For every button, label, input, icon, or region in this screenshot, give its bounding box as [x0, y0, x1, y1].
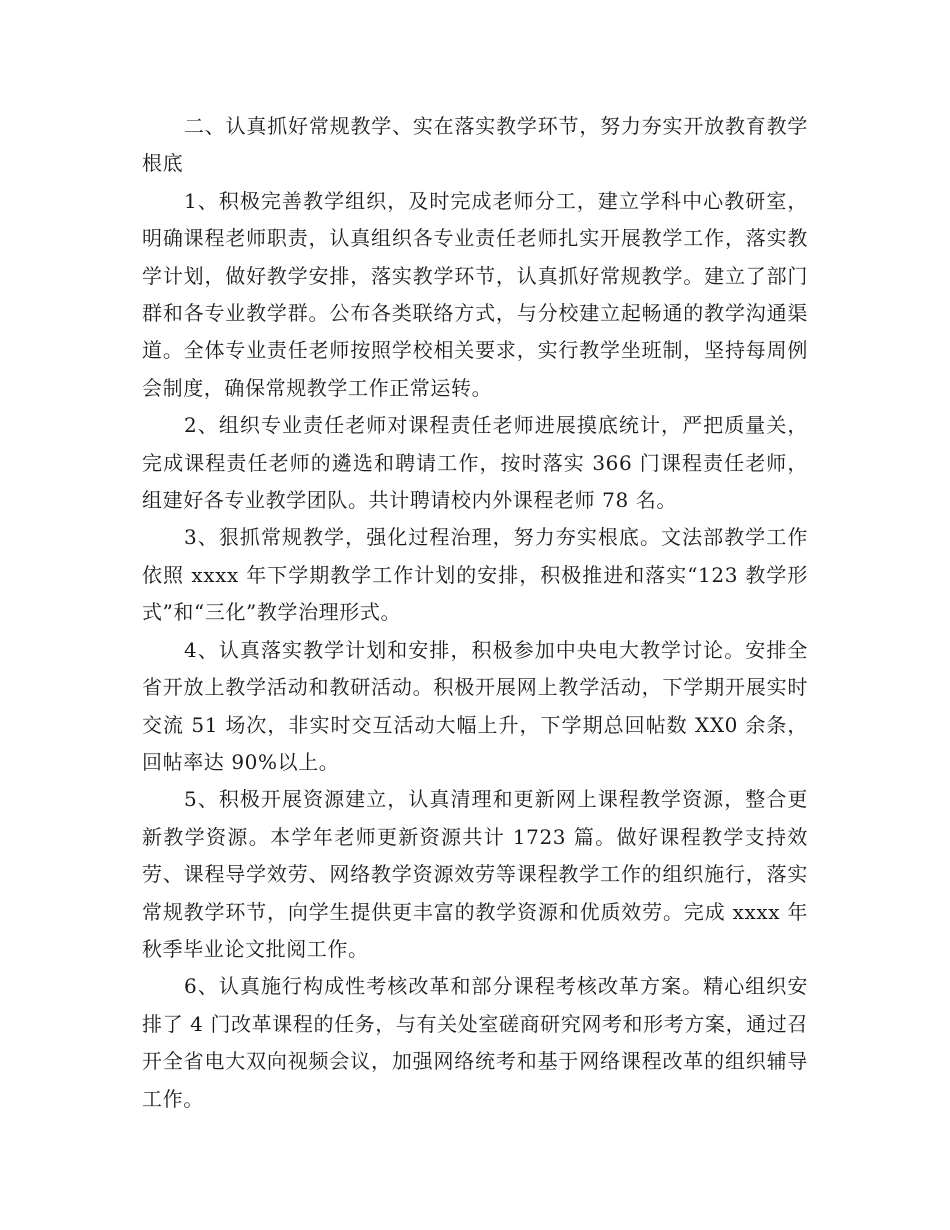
- section-heading: 二、认真抓好常规教学、实在落实教学环节，努力夯实开放教育教学根底: [142, 114, 808, 176]
- paragraph-item-6: 6、认真施行构成性考核改革和部分课程考核改革方案。精心组织安排了 4 门改革课程的任务，与有关处室磋商研究网考和形考方案，通过召开全省电大双向视频会议，加强网络统考和基于网络课程改革的组织辅导工作。: [142, 974, 808, 1111]
- paragraph-item-3: 3、狠抓常规教学，强化过程治理，努力夯实根底。文法部教学工作依照 xxxx 年下学期教学工作计划的安排，积极推进和落实“123 教学形式”和“三化”教学治理形式。: [142, 525, 808, 625]
- paragraph-item-5: 5、积极开展资源建立，认真清理和更新网上课程教学资源，整合更新教学资源。本学年老师更新资源共计 1723 篇。做好课程教学支持效劳、课程导学效劳、网络教学资源效劳等课程教学工作的组织施行，落实常规教学环节，向学生提供更丰富的教学资源和优质效劳。完成 xxxx 年秋季毕业论文批阅工作。: [142, 787, 808, 961]
- paragraph-item-1: 1、积极完善教学组织，及时完成老师分工，建立学科中心教研室，明确课程老师职责，认真组织各专业责任老师扎实开展教学工作，落实教学计划，做好教学安排，落实教学环节，认真抓好常规教学。建立了部门群和各专业教学群。公布各类联络方式，与分校建立起畅通的教学沟通渠道。全体专业责任老师按照学校相关要求，实行教学坐班制，坚持每周例会制度，确保常规教学工作正常运转。: [142, 188, 808, 400]
- paragraph-item-4: 4、认真落实教学计划和安排，积极参加中央电大教学讨论。安排全省开放上教学活动和教研活动。积极开展网上教学活动，下学期开展实时交流 51 场次，非实时交互活动大幅上升，下学期总回帖数 XX0 余条，回帖率达 90%以上。: [142, 637, 808, 774]
- paragraph-item-2: 2、组织专业责任老师对课程责任老师进展摸底统计，严把质量关，完成课程责任老师的遴选和聘请工作，按时落实 366 门课程责任老师，组建好各专业教学团队。共计聘请校内外课程老师 78 名。: [142, 413, 808, 513]
- document-body: [142, 108, 808, 1118]
